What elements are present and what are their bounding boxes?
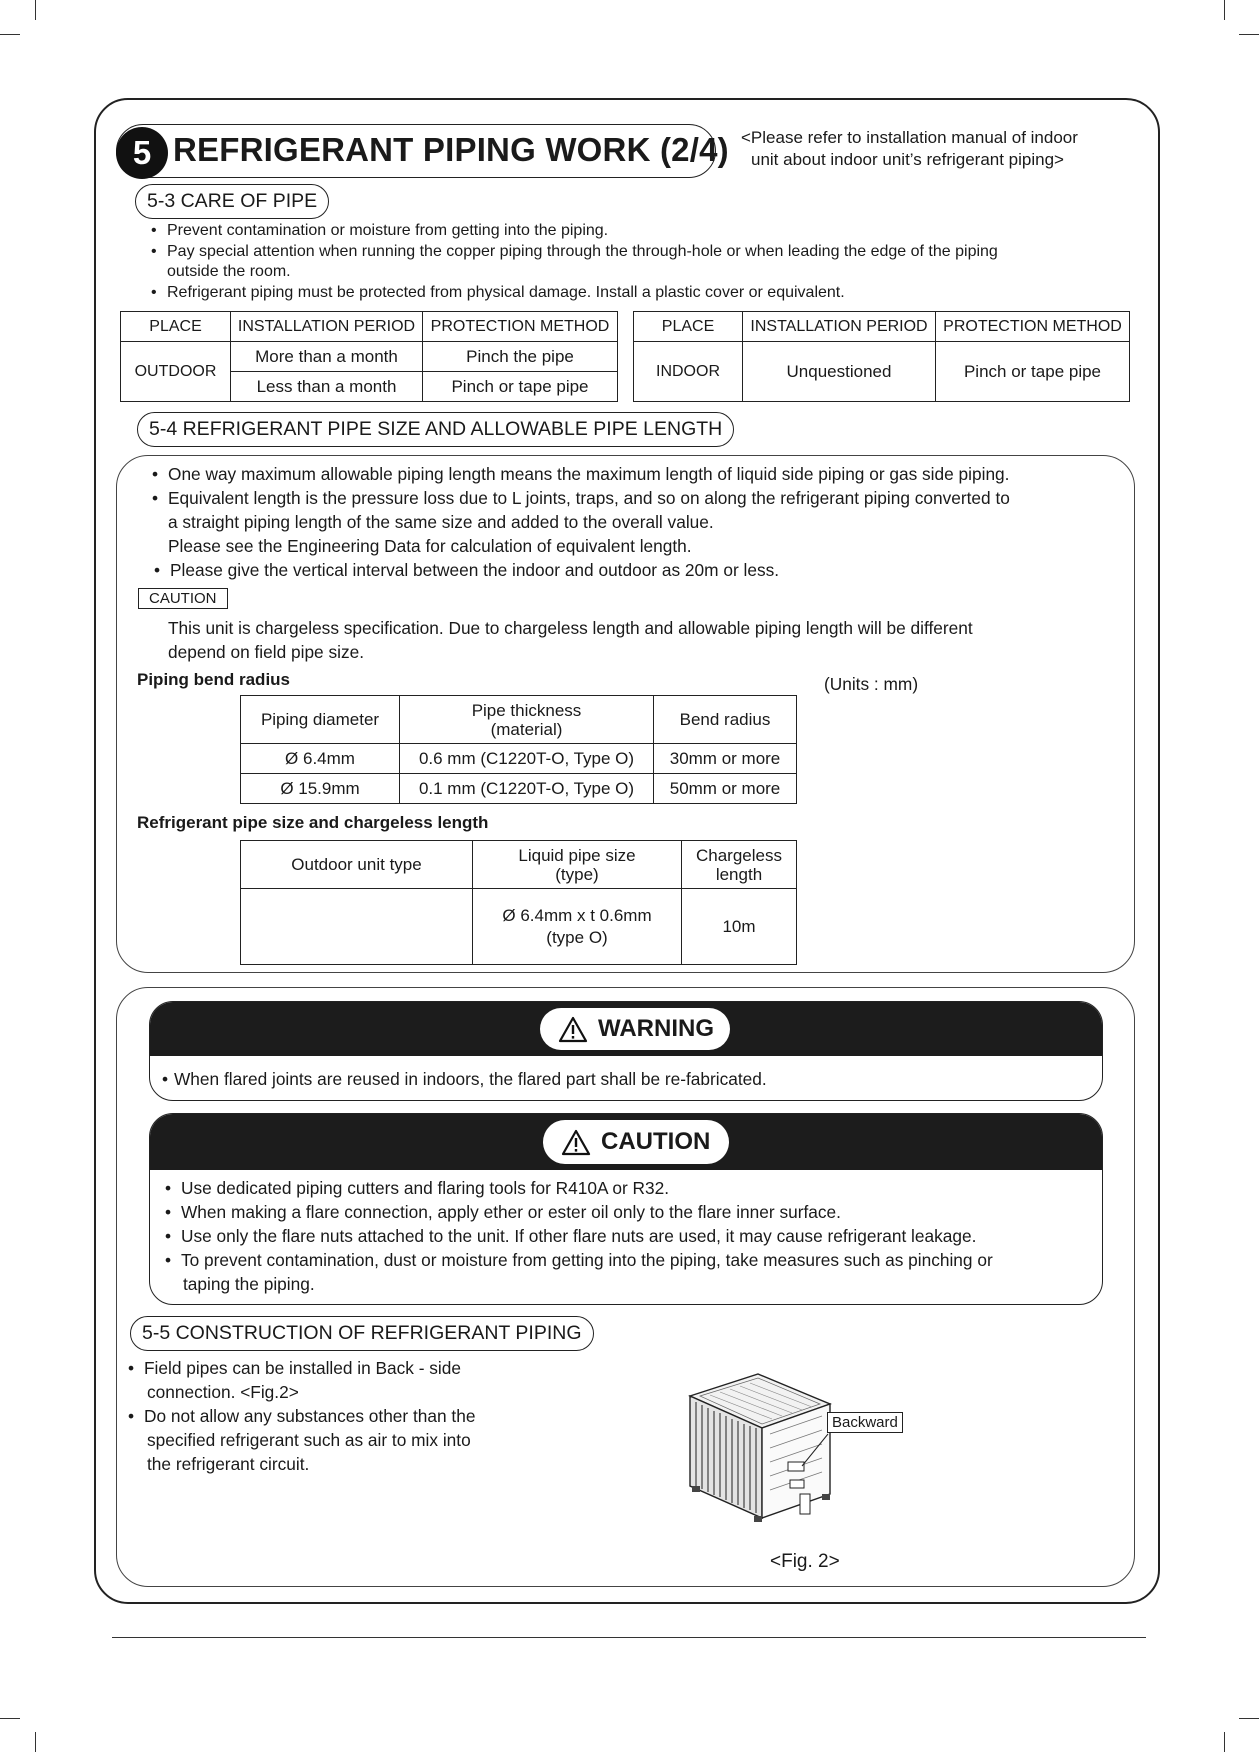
caution-triangle-icon bbox=[561, 1129, 591, 1156]
crop-mark bbox=[0, 34, 20, 35]
table-cell-place: OUTDOOR bbox=[121, 342, 231, 402]
list-item: • When flared joints are reused in indoors, the flared part shall be re-fabricated. bbox=[162, 1067, 767, 1091]
list-item: • Please give the vertical interval between the indoor and outdoor as 20m or less. bbox=[154, 558, 779, 582]
construction-list bbox=[128, 1356, 461, 1380]
warning-list bbox=[162, 1067, 767, 1091]
table-header: Outdoor unit type bbox=[241, 841, 473, 889]
list-item: • To prevent contamination, dust or moisture from getting into the piping, take measures such as pinching or bbox=[165, 1248, 993, 1272]
section-heading-5-5: 5-5 CONSTRUCTION OF REFRIGERANT PIPING bbox=[130, 1316, 594, 1351]
table-cell: Ø 15.9mm bbox=[241, 774, 400, 804]
list-item: • Prevent contamination or moisture from getting into the piping. bbox=[151, 221, 998, 242]
table-header: Piping diameter bbox=[241, 696, 400, 744]
caution-label: CAUTION bbox=[601, 1128, 711, 1155]
crop-mark bbox=[1224, 0, 1225, 20]
caution-text: This unit is chargeless specification. Due to chargeless length and allowable piping length will be different bbox=[168, 618, 973, 638]
continuation-text: outside the room. bbox=[167, 263, 291, 280]
list-item: • Use dedicated piping cutters and flaring tools for R410A or R32. bbox=[165, 1176, 993, 1200]
note-line: unit about indoor unit’s refrigerant piping> bbox=[751, 150, 1064, 169]
outdoor-unit-illustration bbox=[680, 1368, 850, 1538]
list-item: • Refrigerant piping must be protected from physical damage. Install a plastic cover or equivalent. bbox=[151, 283, 998, 304]
indoor-protection-table bbox=[633, 311, 1130, 402]
table-header: PROTECTION METHOD bbox=[423, 312, 618, 342]
caution-tag: CAUTION bbox=[138, 588, 228, 609]
table-header: PLACE bbox=[121, 312, 231, 342]
crop-mark bbox=[0, 1718, 20, 1719]
crop-mark bbox=[1239, 34, 1259, 35]
table-cell: Pinch or tape pipe bbox=[936, 342, 1130, 402]
table-cell: 0.6 mm (C1220T-O, Type O) bbox=[400, 744, 654, 774]
footer-rule bbox=[112, 1637, 1146, 1638]
list-item-continuation bbox=[151, 262, 998, 283]
section-heading-5-4: 5-4 REFRIGERANT PIPE SIZE AND ALLOWABLE PIPE LENGTH bbox=[137, 412, 734, 447]
list-item: • Field pipes can be installed in Back - side bbox=[128, 1356, 461, 1380]
table-header: Bend radius bbox=[654, 696, 797, 744]
caution-box bbox=[149, 1113, 1103, 1305]
care-of-pipe-list bbox=[151, 221, 998, 303]
table-cell: 0.1 mm (C1220T-O, Type O) bbox=[400, 774, 654, 804]
table-header: INSTALLATION PERIOD bbox=[743, 312, 936, 342]
bend-radius-title: Piping bend radius bbox=[137, 670, 291, 689]
continuation-text: specified refrigerant such as air to mix into bbox=[147, 1430, 471, 1450]
table-cell: Pinch the pipe bbox=[423, 342, 618, 372]
table-header: INSTALLATION PERIOD bbox=[231, 312, 423, 342]
units-label: (Units : mm) bbox=[824, 674, 919, 694]
continuation-text: Please see the Engineering Data for calculation of equivalent length. bbox=[168, 536, 692, 556]
continuation-text: the refrigerant circuit. bbox=[147, 1454, 310, 1474]
indoor-manual-note bbox=[741, 127, 1078, 171]
table-cell: 10m bbox=[682, 889, 797, 965]
page-title: REFRIGERANT PIPING WORK (2/4) bbox=[173, 131, 729, 168]
caution-label-pill bbox=[543, 1120, 729, 1164]
continuation-text: taping the piping. bbox=[183, 1274, 315, 1294]
table-cell-place: INDOOR bbox=[634, 342, 743, 402]
backward-label: Backward bbox=[827, 1412, 903, 1433]
list-item: • Pay special attention when running the copper piping through the through-hole or when leading the edge of the piping bbox=[151, 242, 998, 263]
caution-text: depend on field pipe size. bbox=[168, 642, 365, 662]
table-cell: 50mm or more bbox=[654, 774, 797, 804]
table-header: Liquid pipe size (type) bbox=[473, 841, 682, 889]
section-heading-5-3: 5-3 CARE OF PIPE bbox=[135, 184, 329, 219]
table-cell: Pinch or tape pipe bbox=[423, 372, 618, 402]
table-cell-unit-type bbox=[241, 889, 473, 965]
pipe-size-table bbox=[240, 840, 797, 965]
note-line: <Please refer to installation manual of indoor bbox=[741, 128, 1078, 147]
construction-list-2 bbox=[128, 1404, 475, 1428]
continuation-text: a straight piping length of the same size and added to the overall value. bbox=[168, 512, 714, 532]
table-cell: Ø 6.4mm x t 0.6mm (type O) bbox=[473, 889, 682, 965]
crop-mark bbox=[35, 1732, 36, 1752]
pipe-length-list bbox=[152, 462, 1010, 510]
table-header: PLACE bbox=[634, 312, 743, 342]
list-item: • Do not allow any substances other than the bbox=[128, 1404, 475, 1428]
outdoor-protection-table bbox=[120, 311, 618, 402]
crop-mark bbox=[1239, 1718, 1259, 1719]
list-item: • Equivalent length is the pressure loss due to L joints, traps, and so on along the refrigerant piping converted to bbox=[152, 486, 1010, 510]
caution-list bbox=[165, 1176, 993, 1272]
table-cell: Unquestioned bbox=[743, 342, 936, 402]
table-cell: Less than a month bbox=[231, 372, 423, 402]
list-item: • Use only the flare nuts attached to the unit. If other flare nuts are used, it may cause refrigerant leakage. bbox=[165, 1224, 993, 1248]
figure-caption: <Fig. 2> bbox=[770, 1551, 840, 1572]
table-header: Chargeless length bbox=[682, 841, 797, 889]
continuation-text: connection. <Fig.2> bbox=[147, 1382, 299, 1402]
table-cell: 30mm or more bbox=[654, 744, 797, 774]
crop-mark bbox=[35, 0, 36, 20]
pipe-size-title: Refrigerant pipe size and chargeless length bbox=[137, 813, 489, 832]
warning-label-pill bbox=[540, 1008, 730, 1050]
table-header: PROTECTION METHOD bbox=[936, 312, 1130, 342]
warning-label: WARNING bbox=[598, 1015, 714, 1042]
table-cell: More than a month bbox=[231, 342, 423, 372]
list-item: • One way maximum allowable piping length means the maximum length of liquid side piping or gas side piping. bbox=[152, 462, 1010, 486]
list-item: • When making a flare connection, apply ether or ester oil only to the flare inner surface. bbox=[165, 1200, 993, 1224]
warning-triangle-icon bbox=[558, 1016, 588, 1043]
crop-mark bbox=[1224, 1732, 1225, 1752]
table-cell: Ø 6.4mm bbox=[241, 744, 400, 774]
section-number-badge: 5 bbox=[116, 127, 168, 179]
pipe-length-list-2 bbox=[154, 558, 779, 582]
table-header: Pipe thickness (material) bbox=[400, 696, 654, 744]
warning-box bbox=[149, 1001, 1103, 1101]
bend-radius-table bbox=[240, 695, 797, 804]
